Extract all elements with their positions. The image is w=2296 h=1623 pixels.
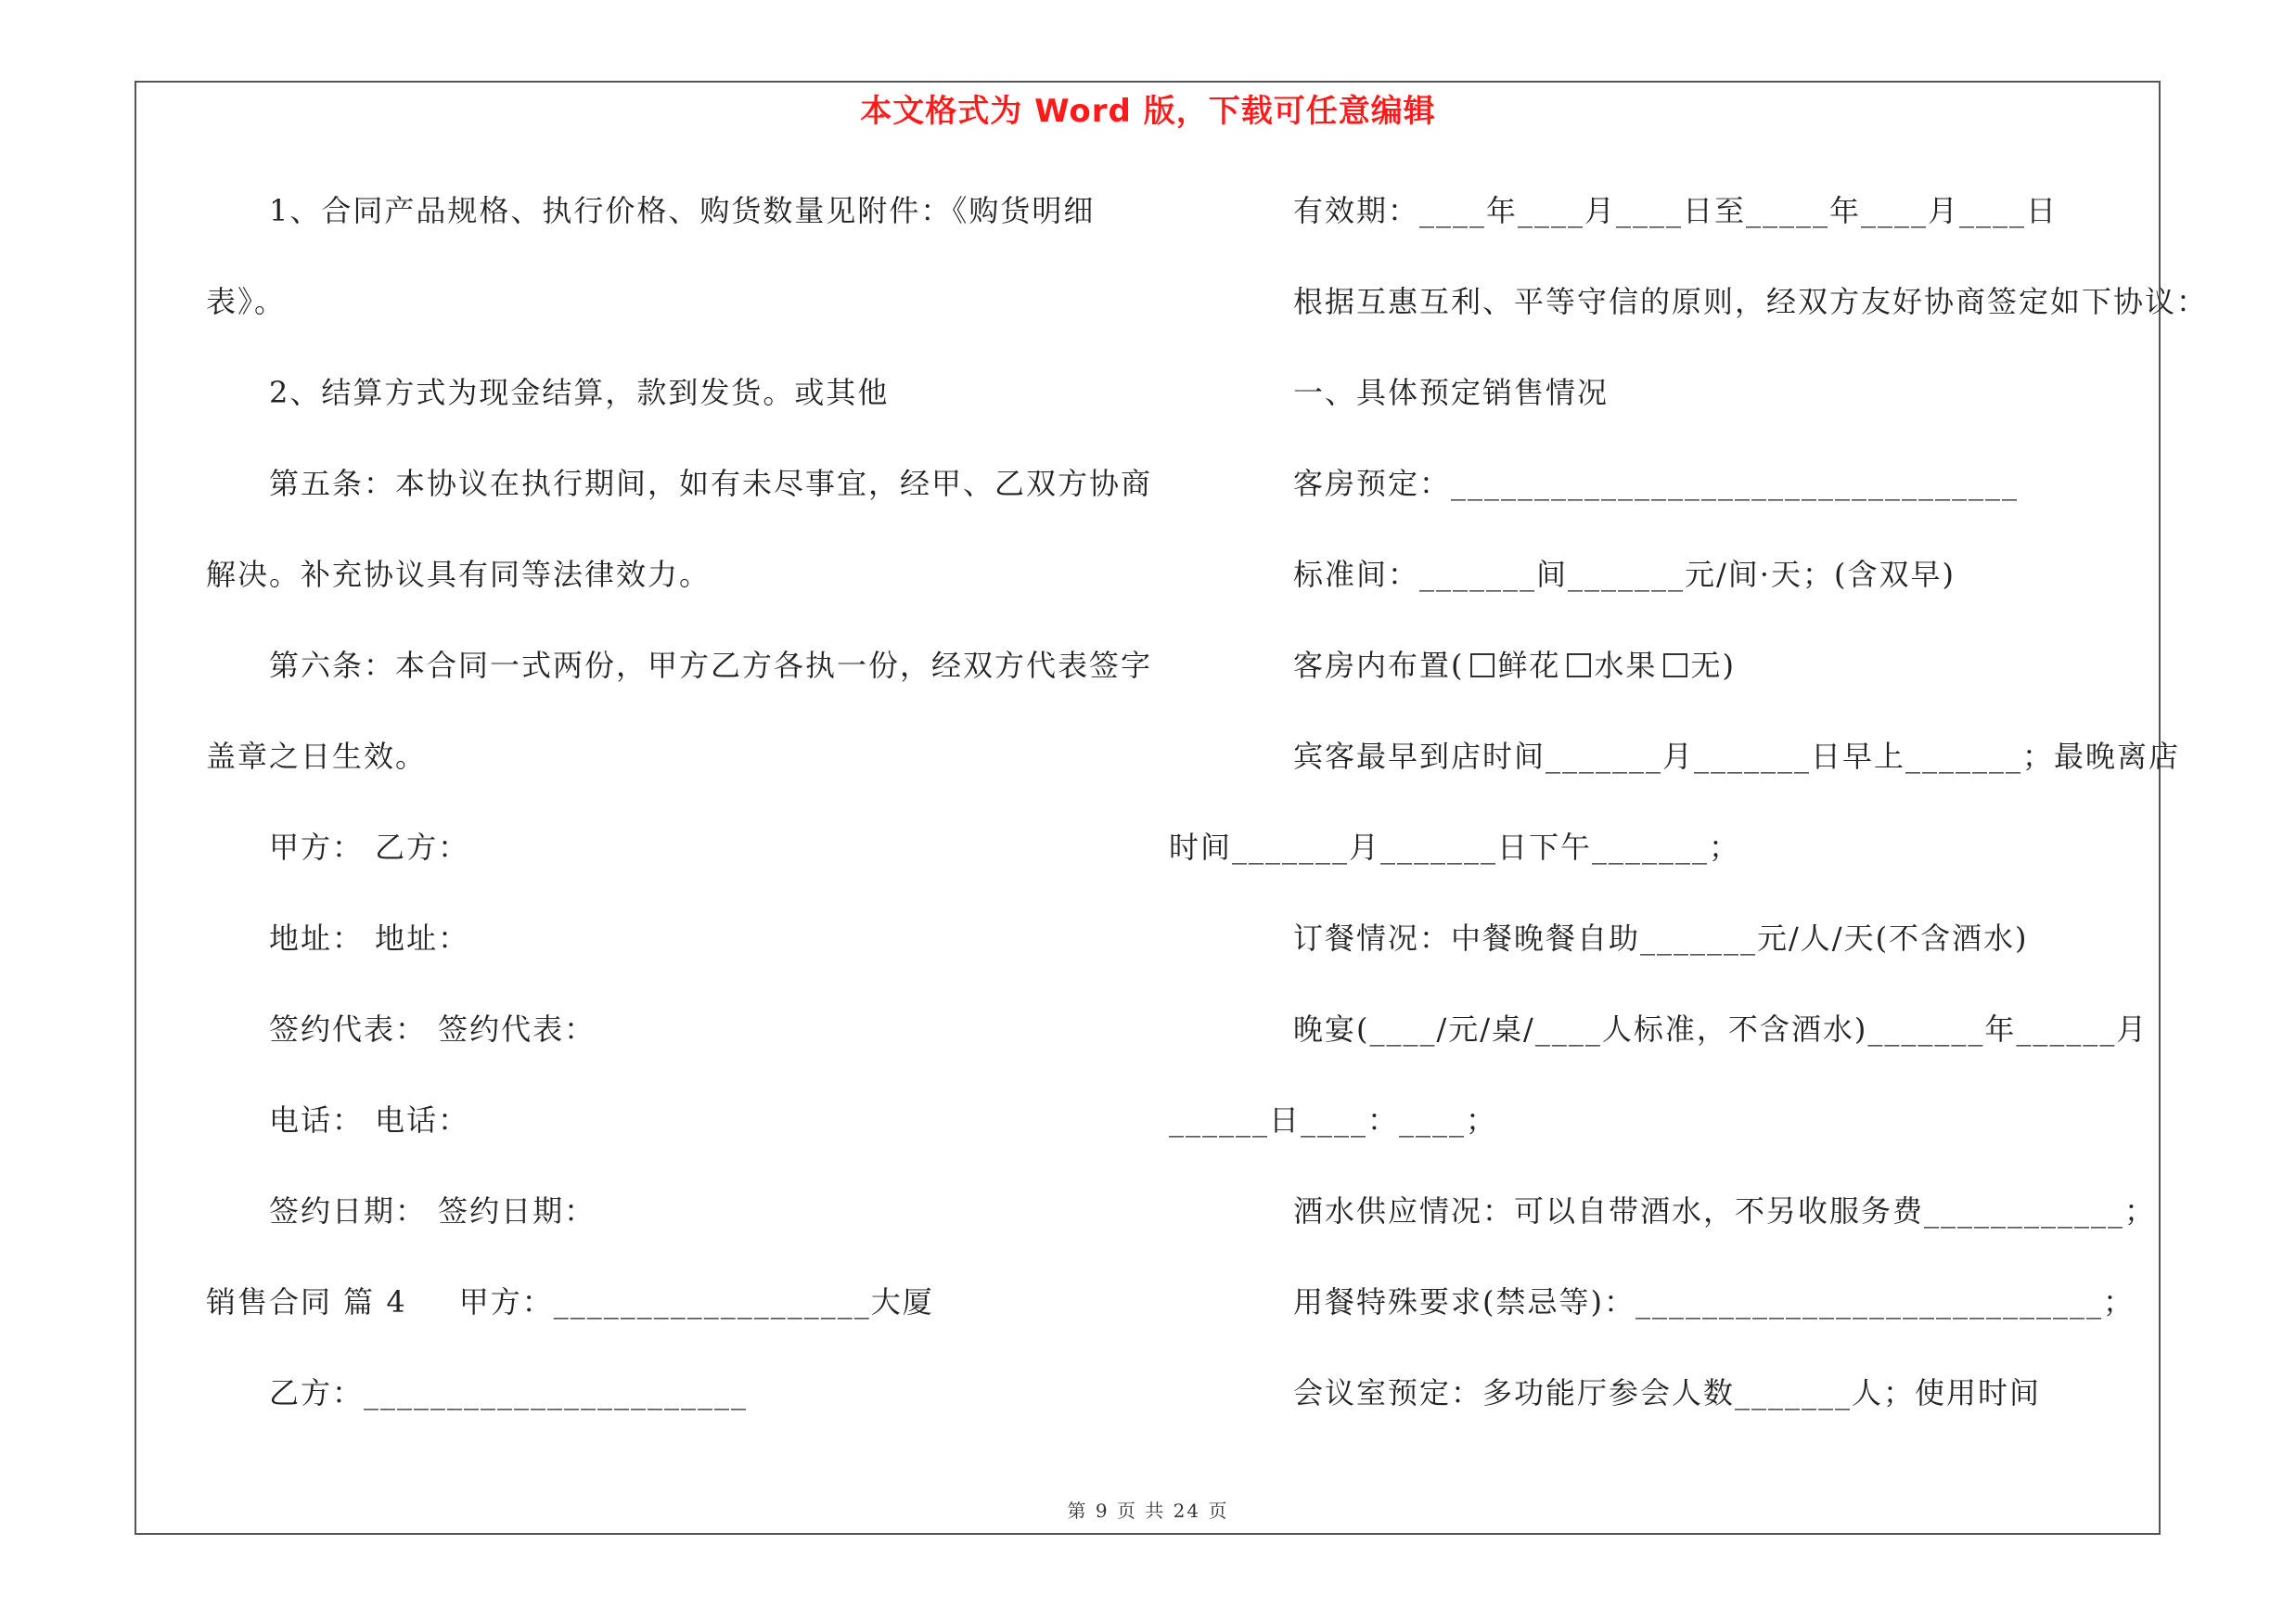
agreement-intro: 根据互惠互利、平等守信的原则，经双方友好协商签定如下协议： — [1293, 284, 2209, 319]
representative-labels: 签约代表： 签约代表： — [269, 1011, 596, 1047]
phone-labels: 电话： 电话： — [269, 1102, 470, 1138]
contract-4-heading — [206, 1268, 1171, 1359]
none-label: 无) — [1690, 648, 1737, 683]
article-5-cont: 解决。补充协议具有同等法律效力。 — [206, 557, 712, 592]
clause-item-2: 2、结算方式为现金结算，款到发货。或其他 — [269, 375, 890, 410]
clause-item-1-cont: 表》。 — [206, 284, 287, 319]
contract-4-title: 销售合同 篇 4 — [206, 1284, 407, 1320]
standard-room: 标准间：_______间_______元/间·天；(含双早) — [1293, 557, 1956, 592]
dining-requirements: 用餐特殊要求(禁忌等)：____________________________； — [1293, 1284, 2135, 1320]
left-column — [206, 176, 1171, 1449]
party-a-line: 甲方：___________________大厦 — [458, 1284, 934, 1320]
checkbox-flowers — [1470, 653, 1494, 677]
dining-info: 订餐情况：中餐晚餐自助_______元/人/天(不含酒水) — [1293, 921, 2029, 956]
page-number: 第 9 页 共 24 页 — [1067, 1500, 1229, 1522]
article-6: 第六条：本合同一式两份，甲方乙方各执一份，经双方代表签字 — [269, 648, 1153, 683]
fruit-label: 水果 — [1594, 648, 1658, 683]
article-6-cont: 盖章之日生效。 — [206, 739, 428, 774]
room-decoration-label: 客房内布置( — [1293, 648, 1465, 683]
banquet-date: ______日____：____； — [1169, 1102, 1498, 1138]
departure-time: 时间_______月_______日下午_______； — [1169, 830, 1741, 865]
article-5: 第五条：本协议在执行期间，如有未尽事宜，经甲、乙双方协商 — [269, 466, 1153, 501]
checkbox-none — [1663, 653, 1687, 677]
party-labels: 甲方： 乙方： — [269, 830, 470, 865]
clause-item-1: 1、合同产品规格、执行价格、购货数量见附件：《购货明细 — [269, 193, 1096, 228]
arrival-time: 宾客最早到店时间_______月_______日早上_______；最晚离店 — [1293, 739, 2181, 774]
section-1-heading: 一、具体预定销售情况 — [1293, 375, 1610, 410]
party-b-line: 乙方：_______________________ — [269, 1375, 749, 1410]
banquet-info: 晚宴(____/元/桌/____人标准，不含酒水)_______年______月 — [1293, 1011, 2148, 1047]
right-column — [1169, 176, 2209, 1449]
room-decoration — [1230, 631, 2158, 722]
sign-date-labels: 签约日期： 签约日期： — [269, 1193, 596, 1229]
beverage-info: 酒水供应情况：可以自带酒水，不另收服务费____________； — [1293, 1193, 2157, 1229]
flowers-label: 鲜花 — [1497, 648, 1561, 683]
validity-period: 有效期：____年____月____日至_____年____月____日 — [1293, 193, 2059, 228]
checkbox-fruit — [1567, 653, 1591, 677]
meeting-room-booking: 会议室预定：多功能厅参会人数_______人；使用时间 — [1293, 1375, 2042, 1410]
address-labels: 地址： 地址： — [269, 921, 470, 956]
format-banner: 本文格式为 Word 版，下载可任意编辑 — [860, 93, 1436, 130]
room-booking: 客房预定：__________________________________ — [1293, 466, 2020, 501]
